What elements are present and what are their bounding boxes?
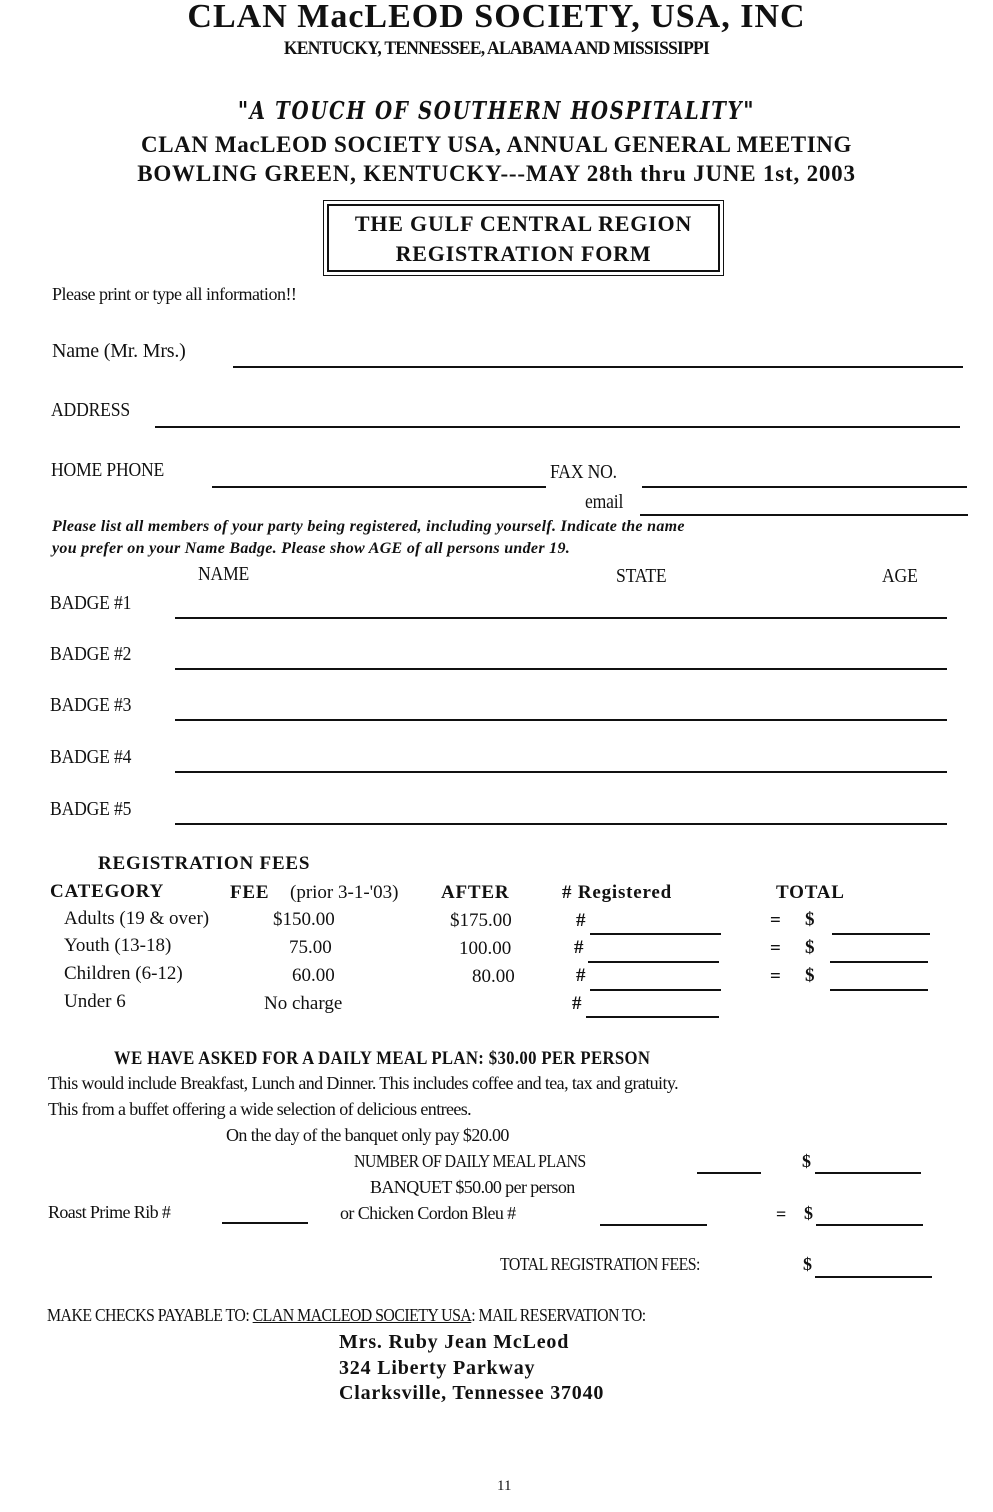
fee-after-youth: 100.00 (459, 938, 512, 959)
page-number: 11 (497, 1478, 512, 1494)
party-note-line1: Please list all members of your party being registered, including yourself. Indicate the name (52, 518, 685, 535)
badge-1-label: BADGE #1 (50, 592, 132, 614)
fee-after-adults: $175.00 (450, 910, 512, 931)
registered-youth-field[interactable] (588, 961, 719, 963)
society-title: CLAN MacLEOD SOCIETY, USA, INC (187, 0, 806, 35)
payment-suffix: : MAIL RESERVATION TO: (471, 1305, 646, 1325)
mail-street: 324 Liberty Parkway (339, 1357, 536, 1379)
badge-3-field[interactable] (175, 719, 947, 721)
dollar-children: $ (805, 965, 815, 986)
total-fees-field[interactable] (815, 1276, 932, 1278)
registered-under6-field[interactable] (586, 1016, 719, 1018)
meeting-location-dates: BOWLING GREEN, KENTUCKY---MAY 28th thru JUNE 1st, 2003 (137, 161, 856, 186)
hash-adults: # (576, 910, 586, 931)
meal-plan-line3: On the day of the banquet only pay $20.00 (226, 1125, 509, 1145)
instructions: Please print or type all information!! (52, 284, 297, 304)
fee-prior-youth: 75.00 (289, 937, 332, 958)
total-youth-field[interactable] (830, 961, 928, 963)
fees-header-total: TOTAL (776, 882, 845, 903)
badge-3-label: BADGE #3 (50, 694, 132, 716)
form-title-line1: THE GULF CENTRAL REGION (354, 211, 693, 236)
dollar-youth: $ (805, 937, 815, 958)
fees-header-category: CATEGORY (50, 881, 165, 902)
fees-header-after: AFTER (441, 882, 510, 903)
meal-plan-count-label: NUMBER OF DAILY MEAL PLANS (354, 1151, 586, 1171)
roast-prime-rib-label: Roast Prime Rib # (48, 1202, 171, 1222)
fees-header-registered: # Registered (562, 882, 673, 903)
mail-city-state-zip: Clarksville, Tennessee 37040 (339, 1382, 605, 1404)
col-state-header: STATE (616, 565, 667, 587)
meal-plan-line2: This from a buffet offering a wide selection of delicious entrees. (48, 1099, 472, 1119)
address-label: ADDRESS (51, 399, 130, 421)
total-fees-dollar: $ (803, 1254, 812, 1274)
equals-youth: = (770, 938, 781, 959)
fax-label: FAX NO. (550, 461, 617, 483)
meeting-title: CLAN MacLEOD SOCIETY USA, ANNUAL GENERAL MEETING (140, 132, 853, 157)
home-phone-label: HOME PHONE (51, 459, 165, 481)
fee-prior-adults: $150.00 (273, 909, 335, 930)
payment-instructions (47, 1305, 646, 1326)
badge-2-label: BADGE #2 (50, 643, 132, 665)
hash-under6: # (572, 993, 582, 1014)
chicken-cordon-bleu-field[interactable] (600, 1224, 707, 1226)
slogan: "A TOUCH OF SOUTHERN HOSPITALITY" (237, 96, 756, 125)
badge-1-field[interactable] (175, 617, 947, 619)
meal-plan-total-field[interactable] (815, 1172, 921, 1174)
fee-category-youth: Youth (13-18) (64, 935, 172, 956)
badge-5-label: BADGE #5 (50, 798, 132, 820)
badge-4-field[interactable] (175, 771, 947, 773)
badge-2-field[interactable] (175, 668, 947, 670)
payee-name: CLAN MACLEOD SOCIETY USA (252, 1305, 472, 1325)
fee-category-children: Children (6-12) (64, 963, 183, 984)
fees-title: REGISTRATION FEES (98, 853, 311, 874)
email-label: email (585, 491, 624, 513)
fees-header-fee: FEE (230, 882, 270, 903)
address-field[interactable] (155, 426, 960, 428)
total-adults-field[interactable] (832, 933, 930, 935)
form-title-box (327, 204, 720, 272)
fees-header-prior: (prior 3-1-'03) (290, 882, 399, 903)
name-field[interactable] (233, 366, 963, 368)
form-title-line2: REGISTRATION FORM (395, 241, 652, 266)
fee-prior-children: 60.00 (292, 965, 335, 986)
equals-children: = (770, 966, 781, 987)
roast-prime-rib-field[interactable] (222, 1222, 308, 1224)
meal-plan-count-field[interactable] (697, 1172, 761, 1174)
fee-category-adults: Adults (19 & over) (64, 908, 210, 929)
meal-plan-dollar: $ (802, 1151, 811, 1171)
meal-plan-heading: WE HAVE ASKED FOR A DAILY MEAL PLAN: $30.00 PER PERSON (114, 1048, 651, 1069)
total-children-field[interactable] (830, 989, 928, 991)
email-field[interactable] (640, 514, 968, 516)
col-name-header: NAME (198, 563, 250, 585)
chicken-cordon-bleu-label: or Chicken Cordon Bleu # (340, 1203, 516, 1223)
banquet-total-field[interactable] (816, 1224, 923, 1226)
total-fees-label: TOTAL REGISTRATION FEES: (500, 1254, 700, 1274)
party-note-line2: you prefer on your Name Badge. Please show AGE of all persons under 19. (52, 540, 571, 557)
badge-4-label: BADGE #4 (50, 746, 132, 768)
payment-prefix: MAKE CHECKS PAYABLE TO: (47, 1305, 250, 1325)
banquet-heading: BANQUET $50.00 per person (370, 1177, 575, 1197)
registered-children-field[interactable] (590, 989, 721, 991)
hash-children: # (576, 965, 586, 986)
badge-5-field[interactable] (175, 823, 947, 825)
name-label: Name (Mr. Mrs.) (52, 340, 186, 362)
dollar-adults: $ (805, 909, 815, 930)
mail-recipient: Mrs. Ruby Jean McLeod (339, 1331, 570, 1353)
fee-prior-under6: No charge (264, 993, 343, 1014)
col-age-header: AGE (882, 565, 918, 587)
hash-youth: # (574, 937, 584, 958)
equals-adults: = (770, 910, 781, 931)
region-states: KENTUCKY, TENNESSEE, ALABAMA AND MISSISSIPPI (283, 38, 710, 59)
fax-field[interactable] (642, 486, 967, 488)
home-phone-field[interactable] (212, 486, 546, 488)
meal-plan-line1: This would include Breakfast, Lunch and Dinner. This includes coffee and tea, tax and gratuity. (48, 1073, 678, 1093)
banquet-dollar: $ (804, 1203, 813, 1223)
registered-adults-field[interactable] (590, 933, 721, 935)
fee-after-children: 80.00 (472, 966, 515, 987)
banquet-equals: = (776, 1204, 786, 1224)
fee-category-under6: Under 6 (64, 991, 126, 1012)
